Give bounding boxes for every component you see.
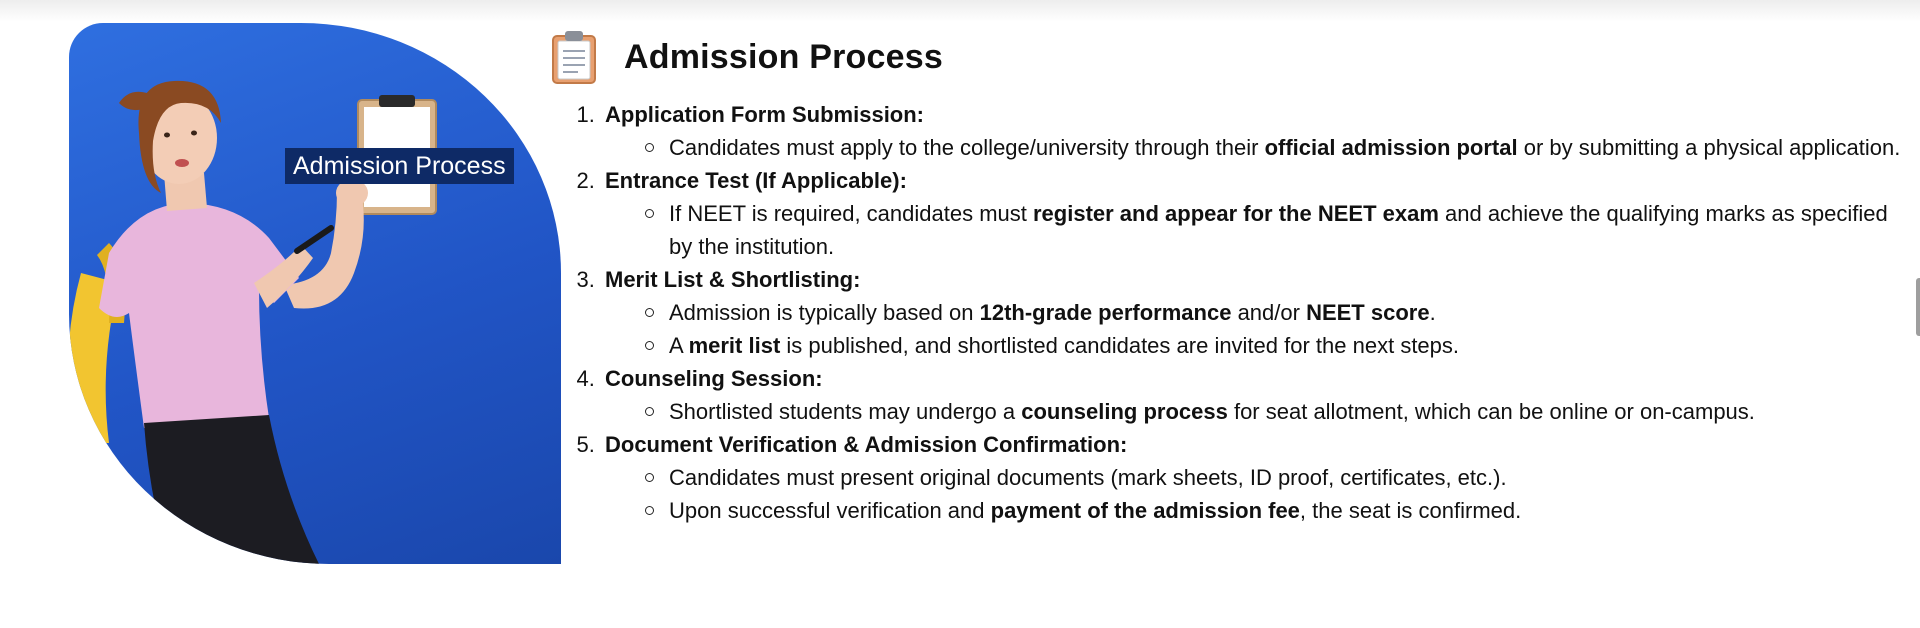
step-title: Counseling Session:	[605, 366, 823, 391]
text-segment: and achieve the qualifying marks as specified by the institution.	[669, 201, 1888, 259]
text-segment: If NEET is required, candidates must	[669, 201, 1033, 226]
text-segment: , the seat is confirmed.	[1299, 498, 1522, 523]
bullet-item	[669, 395, 1908, 428]
student-illustration	[69, 23, 561, 564]
step-item	[601, 98, 1908, 164]
text-segment: Candidates must apply to the college/university through their	[669, 135, 1265, 160]
bullet-item	[669, 296, 1908, 329]
admission-process-section	[548, 28, 1908, 527]
text-segment: Admission is typically based on	[669, 300, 980, 325]
admission-steps-list	[548, 98, 1908, 527]
step-item	[601, 362, 1908, 428]
bold-text: 12th-grade performance	[979, 300, 1232, 325]
step-bullets	[605, 296, 1908, 362]
step-title: Application Form Submission:	[605, 102, 925, 127]
text-segment: and/or	[1231, 300, 1307, 325]
bold-text: merit list	[688, 333, 781, 358]
bold-text: counseling process	[1021, 399, 1228, 424]
step-item	[601, 428, 1908, 527]
step-bullets	[605, 461, 1908, 527]
bold-text: register and appear for the NEET exam	[1032, 201, 1439, 226]
step-bullets	[605, 395, 1908, 428]
bold-text: payment of the admission fee	[990, 498, 1300, 523]
bullet-item	[669, 197, 1908, 263]
hero-caption: Admission Process	[285, 148, 514, 184]
step-title: Entrance Test (If Applicable):	[605, 168, 907, 193]
step-bullets	[605, 131, 1908, 164]
clipboard-icon	[550, 29, 598, 85]
scrollbar-thumb[interactable]	[1916, 278, 1920, 336]
bold-text: official admission portal	[1264, 135, 1518, 160]
text-segment: Shortlisted students may undergo a	[669, 399, 1022, 424]
step-item	[601, 164, 1908, 263]
step-title: Merit List & Shortlisting:	[605, 267, 861, 292]
text-segment: .	[1429, 300, 1436, 325]
text-segment: is published, and shortlisted candidates are invited for the next steps.	[780, 333, 1460, 358]
step-title: Document Verification & Admission Confirmation:	[605, 432, 1128, 457]
bullet-item	[669, 131, 1908, 164]
step-bullets	[605, 197, 1908, 263]
bullet-item	[669, 329, 1908, 362]
text-segment: or by submitting a physical application.	[1517, 135, 1901, 160]
bold-text: NEET score	[1306, 300, 1430, 325]
text-segment: A	[669, 333, 689, 358]
hero-image	[69, 23, 561, 564]
bullet-item	[669, 461, 1908, 494]
text-segment: Upon successful verification and	[669, 498, 991, 523]
text-segment: for seat allotment, which can be online or on-campus.	[1227, 399, 1755, 424]
page-top-shadow	[0, 0, 1920, 22]
bullet-item	[669, 494, 1908, 527]
page-title: Admission Process	[624, 37, 943, 76]
step-item	[601, 263, 1908, 362]
text-segment: Candidates must present original documents (mark sheets, ID proof, certificates, etc.).	[669, 465, 1507, 490]
section-header	[548, 28, 1908, 86]
